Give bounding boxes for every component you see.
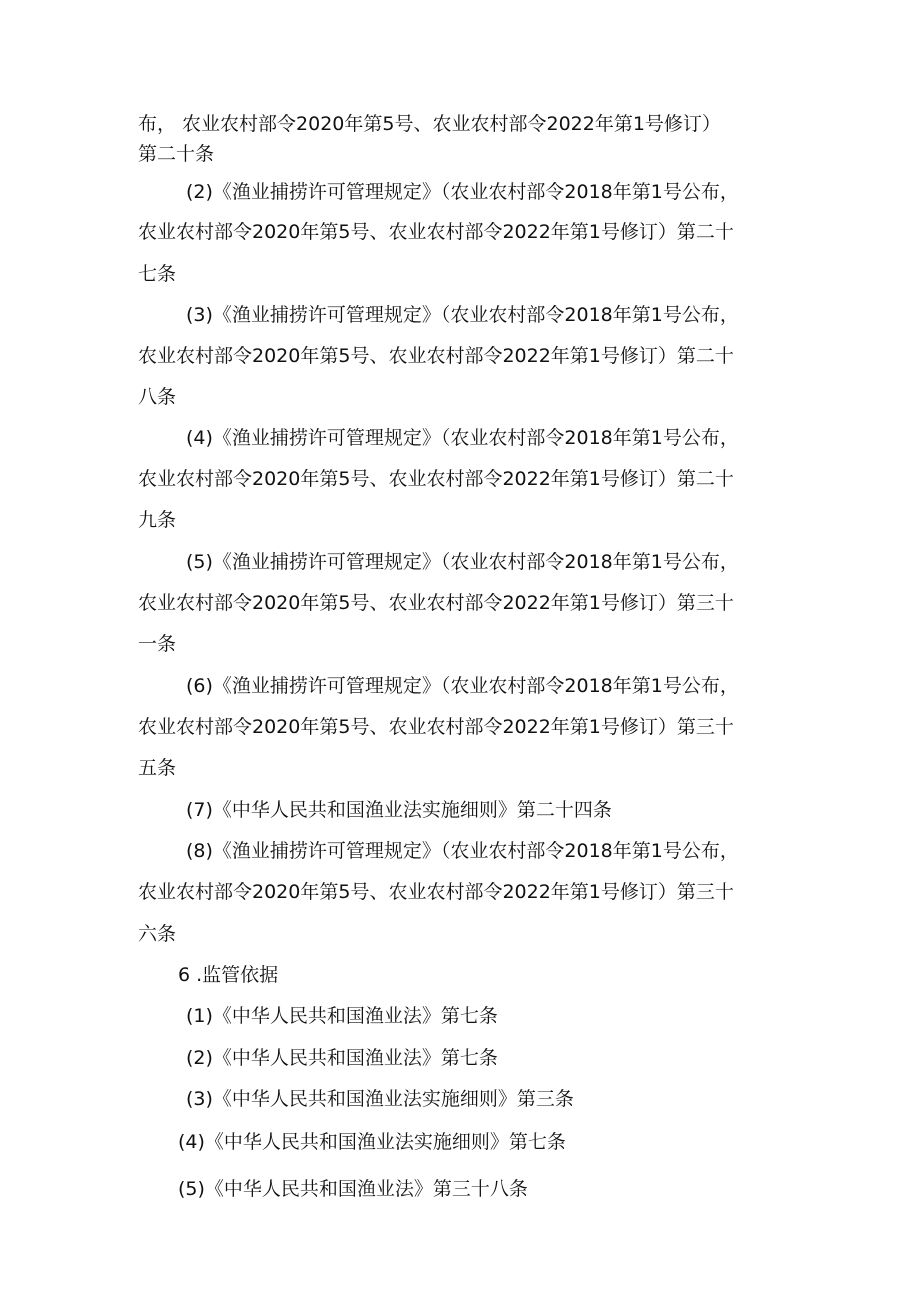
text-line-27: (5)《中华人民共和国渔业法》第三十八条: [178, 1178, 528, 1200]
text-line-17: 五条: [138, 757, 177, 779]
section-heading: 6 .监管依据: [178, 964, 279, 986]
text-line-23: (1)《中华人民共和国渔业法》第七条: [186, 1005, 498, 1027]
text-line-7: 农业农村部令2020年第5号、农业农村部令2022年第1号修订）第二十: [138, 345, 734, 367]
text-line-20: 农业农村部令2020年第5号、农业农村部令2022年第1号修订）第三十: [138, 881, 734, 903]
text-line-24: (2)《中华人民共和国渔业法》第七条: [186, 1047, 498, 1069]
text-line-13: 农业农村部令2020年第5号、农业农村部令2022年第1号修订）第三十: [138, 592, 734, 614]
text-line-5: 七条: [138, 263, 177, 285]
text-line-21: 六条: [138, 923, 177, 945]
text-line-3: (2)《渔业捕捞许可管理规定》（农业农村部令2018年第1号公布，: [186, 181, 739, 203]
text-line-11: 九条: [138, 509, 177, 531]
text-line-9: (4)《渔业捕捞许可管理规定》（农业农村部令2018年第1号公布，: [186, 427, 739, 449]
text-line-10: 农业农村部令2020年第5号、农业农村部令2022年第1号修订）第二十: [138, 468, 734, 490]
text-line-26: (4)《中华人民共和国渔业法实施细则》第七条: [178, 1131, 566, 1153]
text-line-8: 八条: [138, 386, 177, 408]
text-line-18: (7)《中华人民共和国渔业法实施细则》第二十四条: [186, 799, 612, 821]
text-line-15: (6)《渔业捕捞许可管理规定》（农业农村部令2018年第1号公布，: [186, 675, 739, 697]
text-line-6: (3)《渔业捕捞许可管理规定》（农业农村部令2018年第1号公布，: [186, 304, 739, 326]
text-line-16: 农业农村部令2020年第5号、农业农村部令2022年第1号修订）第三十: [138, 716, 734, 738]
text-line-25: (3)《中华人民共和国渔业法实施细则》第三条: [186, 1088, 574, 1110]
text-line-14: 一条: [138, 633, 177, 655]
text-line-2: 第二十条: [138, 143, 215, 165]
text-line-4: 农业农村部令2020年第5号、农业农村部令2022年第1号修订）第二十: [138, 221, 734, 243]
text-line-1: 布， 农业农村部令2020年第5号、农业农村部令2022年第1号修订）: [138, 113, 721, 135]
text-line-12: (5)《渔业捕捞许可管理规定》（农业农村部令2018年第1号公布，: [186, 551, 739, 573]
text-line-19: (8)《渔业捕捞许可管理规定》（农业农村部令2018年第1号公布，: [186, 840, 739, 862]
